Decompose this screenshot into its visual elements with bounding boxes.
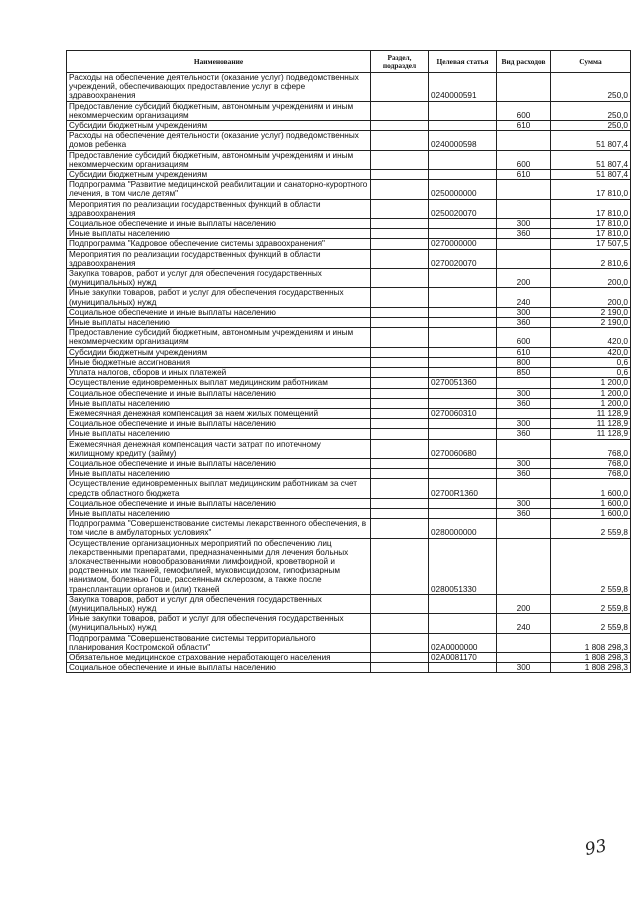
row-sum: 200,0 — [551, 288, 631, 307]
row-expense: 600 — [497, 328, 551, 347]
row-target — [429, 219, 497, 229]
row-expense: 300 — [497, 307, 551, 317]
table-row — [67, 388, 631, 398]
table-row — [67, 419, 631, 429]
row-sum: 51 807,4 — [551, 170, 631, 180]
row-section — [371, 663, 429, 673]
table-row — [67, 150, 631, 169]
row-name: Ежемесячная денежная компенсация части затрат по ипотечному жилищному кредиту (займу) — [67, 439, 371, 458]
row-target — [429, 469, 497, 479]
row-name: Обязательное медицинское страхование неработающего населения — [67, 652, 371, 662]
row-section — [371, 479, 429, 498]
row-name: Осуществление организационных мероприятий по обеспечению лиц лекарственными препаратами, предназначенными для лечения больных злокачественными новообразованиями лимфоидной, кроветворной и родственных им тканей, гемофилией, муковисцидозом, гипофизарным нанизмом, болезнью Гоше, рассеянным склерозом, а также после трансплантации органов и (или) тканей — [67, 538, 371, 594]
row-target — [429, 269, 497, 288]
table-row — [67, 101, 631, 120]
row-expense: 800 — [497, 357, 551, 367]
row-expense — [497, 633, 551, 652]
row-name: Социальное обеспечение и иные выплаты населению — [67, 388, 371, 398]
row-target: 0250020070 — [429, 199, 497, 218]
row-target — [429, 307, 497, 317]
row-expense: 300 — [497, 419, 551, 429]
row-sum: 2 190,0 — [551, 318, 631, 328]
row-sum: 768,0 — [551, 469, 631, 479]
row-section — [371, 508, 429, 518]
row-expense — [497, 439, 551, 458]
row-section — [371, 388, 429, 398]
row-target — [429, 170, 497, 180]
table-row — [67, 479, 631, 498]
row-sum: 17 507,5 — [551, 239, 631, 249]
row-name: Иные выплаты населению — [67, 229, 371, 239]
row-section — [371, 101, 429, 120]
row-target: 0270060310 — [429, 408, 497, 418]
row-name: Социальное обеспечение и иные выплаты населению — [67, 663, 371, 673]
row-expense: 360 — [497, 469, 551, 479]
table-row — [67, 347, 631, 357]
row-expense: 200 — [497, 594, 551, 613]
row-sum: 2 190,0 — [551, 307, 631, 317]
row-section — [371, 328, 429, 347]
row-sum: 1 808 298,3 — [551, 652, 631, 662]
row-name: Социальное обеспечение и иные выплаты населению — [67, 498, 371, 508]
row-target: 0250000000 — [429, 180, 497, 199]
row-name: Иные выплаты населению — [67, 508, 371, 518]
table-row — [67, 378, 631, 388]
table-row — [67, 368, 631, 378]
header-name: Наименование — [67, 51, 371, 73]
row-target: 0270051360 — [429, 378, 497, 388]
table-row — [67, 633, 631, 652]
row-sum: 17 810,0 — [551, 180, 631, 199]
row-name: Подпрограмма "Совершенствование системы лекарственного обеспечения, в том числе в амбулаторных условиях" — [67, 519, 371, 538]
row-sum: 1 808 298,3 — [551, 633, 631, 652]
table-row — [67, 469, 631, 479]
table-row — [67, 229, 631, 239]
row-section — [371, 398, 429, 408]
row-section — [371, 652, 429, 662]
table-row — [67, 318, 631, 328]
row-target — [429, 121, 497, 131]
row-sum: 250,0 — [551, 121, 631, 131]
table-row — [67, 519, 631, 538]
row-target — [429, 288, 497, 307]
row-name: Подпрограмма "Развитие медицинской реабилитации и санаторно-курортного лечения, в том числе детям" — [67, 180, 371, 199]
row-expense: 360 — [497, 398, 551, 408]
row-sum: 2 559,8 — [551, 519, 631, 538]
row-sum: 768,0 — [551, 458, 631, 468]
row-section — [371, 378, 429, 388]
row-sum: 1 600,0 — [551, 479, 631, 498]
row-expense — [497, 73, 551, 102]
row-expense: 610 — [497, 121, 551, 131]
row-section — [371, 229, 429, 239]
row-name: Социальное обеспечение и иные выплаты населению — [67, 219, 371, 229]
row-name: Субсидии бюджетным учреждениям — [67, 121, 371, 131]
row-sum: 2 810,6 — [551, 249, 631, 268]
row-sum: 0,6 — [551, 357, 631, 367]
row-sum: 17 810,0 — [551, 199, 631, 218]
row-target: 0270020070 — [429, 249, 497, 268]
row-section — [371, 269, 429, 288]
table-row — [67, 307, 631, 317]
row-section — [371, 170, 429, 180]
header-target: Целевая статья — [429, 51, 497, 73]
table-row — [67, 429, 631, 439]
row-expense: 300 — [497, 663, 551, 673]
row-name: Уплата налогов, сборов и иных платежей — [67, 368, 371, 378]
row-section — [371, 307, 429, 317]
row-expense — [497, 408, 551, 418]
row-name: Иные закупки товаров, работ и услуг для обеспечения государственных (муниципальных) нужд — [67, 288, 371, 307]
row-target: 0270000000 — [429, 239, 497, 249]
row-name: Мероприятия по реализации государственных функций в области здравоохранения — [67, 249, 371, 268]
row-expense: 360 — [497, 229, 551, 239]
row-sum: 2 559,8 — [551, 594, 631, 613]
row-sum: 1 200,0 — [551, 378, 631, 388]
row-expense: 610 — [497, 347, 551, 357]
row-name: Ежемесячная денежная компенсация за наем жилых помещений — [67, 408, 371, 418]
row-name: Иные закупки товаров, работ и услуг для обеспечения государственных (муниципальных) нужд — [67, 614, 371, 633]
row-name: Осуществление единовременных выплат медицинским работникам за счет средств областного бюджета — [67, 479, 371, 498]
row-name: Иные выплаты населению — [67, 398, 371, 408]
row-name: Подпрограмма "Кадровое обеспечение системы здравоохранения" — [67, 239, 371, 249]
row-expense: 240 — [497, 288, 551, 307]
row-section — [371, 347, 429, 357]
row-target — [429, 357, 497, 367]
row-name: Предоставление субсидий бюджетным, автономным учреждениям и иным некоммерческим организациям — [67, 328, 371, 347]
row-name: Подпрограмма "Совершенствование системы территориального планирования Костромской области" — [67, 633, 371, 652]
row-target: 0240000598 — [429, 131, 497, 150]
row-sum: 1 600,0 — [551, 508, 631, 518]
row-target — [429, 229, 497, 239]
row-target — [429, 508, 497, 518]
row-section — [371, 239, 429, 249]
row-sum: 11 128,9 — [551, 419, 631, 429]
row-section — [371, 73, 429, 102]
row-target — [429, 318, 497, 328]
row-target: 0240000591 — [429, 73, 497, 102]
table-row — [67, 288, 631, 307]
row-name: Иные выплаты населению — [67, 469, 371, 479]
row-section — [371, 633, 429, 652]
row-target: 0270060680 — [429, 439, 497, 458]
row-section — [371, 318, 429, 328]
row-sum: 420,0 — [551, 328, 631, 347]
row-expense — [497, 378, 551, 388]
row-section — [371, 498, 429, 508]
row-sum: 2 559,8 — [551, 538, 631, 594]
row-expense — [497, 652, 551, 662]
header-expense: Вид расходов — [497, 51, 551, 73]
row-expense — [497, 479, 551, 498]
table-row — [67, 131, 631, 150]
row-name: Закупка товаров, работ и услуг для обеспечения государственных (муниципальных) нужд — [67, 594, 371, 613]
table-row — [67, 269, 631, 288]
row-target — [429, 614, 497, 633]
row-sum: 250,0 — [551, 73, 631, 102]
row-section — [371, 180, 429, 199]
row-section — [371, 121, 429, 131]
row-section — [371, 131, 429, 150]
row-target — [429, 458, 497, 468]
row-section — [371, 538, 429, 594]
row-section — [371, 439, 429, 458]
row-name: Предоставление субсидий бюджетным, автономным учреждениям и иным некоммерческим организациям — [67, 101, 371, 120]
row-name: Мероприятия по реализации государственных функций в области здравоохранения — [67, 199, 371, 218]
row-name: Осуществление единовременных выплат медицинским работникам — [67, 378, 371, 388]
row-section — [371, 249, 429, 268]
table-row — [67, 508, 631, 518]
row-sum: 200,0 — [551, 269, 631, 288]
row-expense — [497, 519, 551, 538]
table-row — [67, 398, 631, 408]
row-name: Закупка товаров, работ и услуг для обеспечения государственных (муниципальных) нужд — [67, 269, 371, 288]
row-target: 0280000000 — [429, 519, 497, 538]
row-expense — [497, 249, 551, 268]
row-target — [429, 429, 497, 439]
row-target — [429, 101, 497, 120]
row-section — [371, 357, 429, 367]
row-target — [429, 663, 497, 673]
row-target: 02А0000000 — [429, 633, 497, 652]
row-section — [371, 594, 429, 613]
row-sum: 1 600,0 — [551, 498, 631, 508]
row-expense: 240 — [497, 614, 551, 633]
row-expense — [497, 180, 551, 199]
row-expense — [497, 199, 551, 218]
row-section — [371, 614, 429, 633]
table-row — [67, 614, 631, 633]
table-row — [67, 180, 631, 199]
table-row — [67, 73, 631, 102]
budget-table — [66, 50, 631, 673]
row-sum: 0,6 — [551, 368, 631, 378]
table-row — [67, 663, 631, 673]
table-row — [67, 249, 631, 268]
row-target — [429, 419, 497, 429]
row-sum: 2 559,8 — [551, 614, 631, 633]
row-section — [371, 368, 429, 378]
row-target — [429, 594, 497, 613]
row-section — [371, 199, 429, 218]
row-target — [429, 398, 497, 408]
table-row — [67, 458, 631, 468]
row-sum: 420,0 — [551, 347, 631, 357]
row-name: Социальное обеспечение и иные выплаты населению — [67, 419, 371, 429]
row-expense — [497, 239, 551, 249]
row-expense: 200 — [497, 269, 551, 288]
row-expense: 360 — [497, 508, 551, 518]
row-expense: 300 — [497, 498, 551, 508]
row-target — [429, 498, 497, 508]
row-section — [371, 219, 429, 229]
row-section — [371, 419, 429, 429]
row-expense: 850 — [497, 368, 551, 378]
row-sum: 11 128,9 — [551, 429, 631, 439]
row-name: Иные бюджетные ассигнования — [67, 357, 371, 367]
row-name: Расходы на обеспечение деятельности (оказание услуг) подведомственных домов ребенка — [67, 131, 371, 150]
row-target — [429, 368, 497, 378]
row-target: 0280051330 — [429, 538, 497, 594]
page-number-handwritten: 93 — [583, 835, 609, 861]
row-name: Расходы на обеспечение деятельности (оказание услуг) подведомственных учреждений, обеспечивающих предоставление услуг в сфере здравоохранения — [67, 73, 371, 102]
table-row — [67, 170, 631, 180]
row-sum: 1 808 298,3 — [551, 663, 631, 673]
row-expense: 360 — [497, 429, 551, 439]
table-row — [67, 357, 631, 367]
row-section — [371, 408, 429, 418]
row-expense — [497, 131, 551, 150]
header-sum: Сумма — [551, 51, 631, 73]
row-target — [429, 388, 497, 398]
table-body — [67, 73, 631, 673]
table-row — [67, 219, 631, 229]
row-sum: 51 807,4 — [551, 131, 631, 150]
table-row — [67, 239, 631, 249]
row-section — [371, 458, 429, 468]
row-name: Иные выплаты населению — [67, 429, 371, 439]
row-section — [371, 288, 429, 307]
row-sum: 768,0 — [551, 439, 631, 458]
row-name: Субсидии бюджетным учреждениям — [67, 170, 371, 180]
row-target — [429, 347, 497, 357]
table-row — [67, 408, 631, 418]
row-section — [371, 469, 429, 479]
row-sum: 1 200,0 — [551, 398, 631, 408]
row-target — [429, 328, 497, 347]
header-section: Раздел, подраздел — [371, 51, 429, 73]
row-expense: 600 — [497, 150, 551, 169]
row-expense: 610 — [497, 170, 551, 180]
row-sum: 17 810,0 — [551, 229, 631, 239]
row-sum: 17 810,0 — [551, 219, 631, 229]
row-target: 02А0081170 — [429, 652, 497, 662]
row-section — [371, 519, 429, 538]
table-row — [67, 328, 631, 347]
row-name: Субсидии бюджетным учреждениям — [67, 347, 371, 357]
table-row — [67, 439, 631, 458]
row-name: Социальное обеспечение и иные выплаты населению — [67, 458, 371, 468]
row-section — [371, 429, 429, 439]
row-expense — [497, 538, 551, 594]
table-header — [67, 51, 631, 73]
row-expense: 300 — [497, 219, 551, 229]
table-row — [67, 498, 631, 508]
row-sum: 250,0 — [551, 101, 631, 120]
row-section — [371, 150, 429, 169]
row-expense: 360 — [497, 318, 551, 328]
table-row — [67, 538, 631, 594]
row-expense: 600 — [497, 101, 551, 120]
row-name: Предоставление субсидий бюджетным, автономным учреждениям и иным некоммерческим организациям — [67, 150, 371, 169]
row-target: 02700R1360 — [429, 479, 497, 498]
row-target — [429, 150, 497, 169]
table-row — [67, 199, 631, 218]
row-sum: 11 128,9 — [551, 408, 631, 418]
row-sum: 51 807,4 — [551, 150, 631, 169]
row-expense: 300 — [497, 388, 551, 398]
table-row — [67, 652, 631, 662]
row-name: Социальное обеспечение и иные выплаты населению — [67, 307, 371, 317]
row-expense: 300 — [497, 458, 551, 468]
row-name: Иные выплаты населению — [67, 318, 371, 328]
row-sum: 1 200,0 — [551, 388, 631, 398]
table-row — [67, 594, 631, 613]
table-row — [67, 121, 631, 131]
